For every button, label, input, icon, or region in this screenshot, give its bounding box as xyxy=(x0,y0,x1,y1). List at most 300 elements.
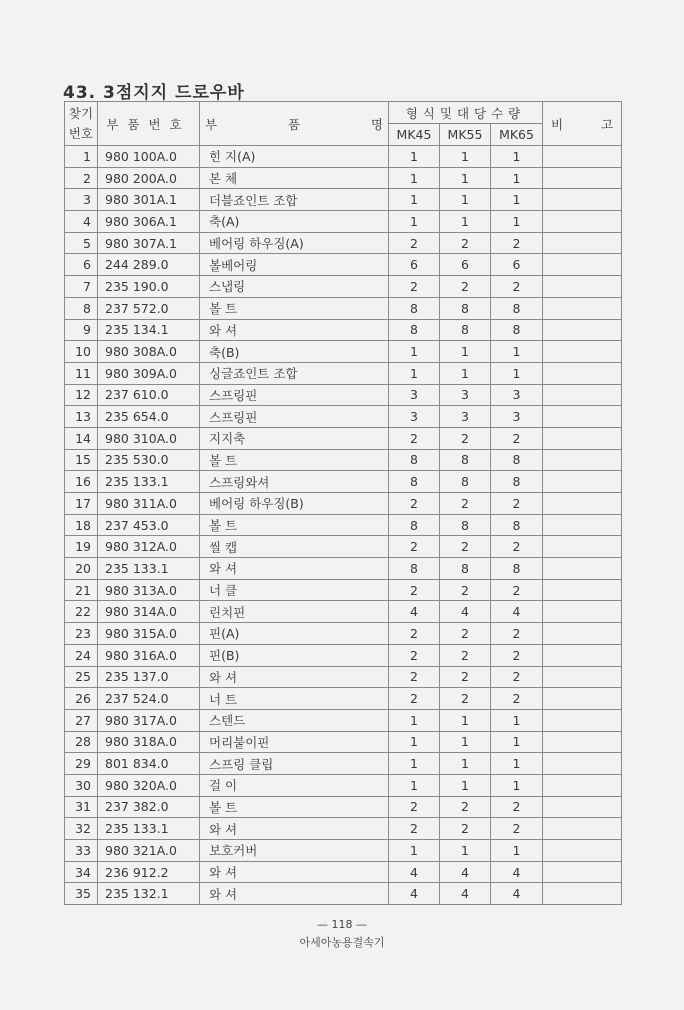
cell-part-no: 237 572.0 xyxy=(98,297,200,319)
cell-part-name: 보호커버 xyxy=(200,840,389,862)
table-row xyxy=(65,883,622,905)
table-row xyxy=(65,427,622,449)
cell-qty-mk55: 1 xyxy=(440,167,491,189)
table-row xyxy=(65,774,622,796)
cell-qty-mk55: 8 xyxy=(440,558,491,580)
header-find-no-line2: 번호 xyxy=(68,125,94,141)
table-row xyxy=(65,644,622,666)
cell-note xyxy=(543,297,622,319)
cell-find-no: 4 xyxy=(65,211,98,233)
cell-qty-mk45: 2 xyxy=(389,232,440,254)
cell-qty-mk55: 1 xyxy=(440,753,491,775)
cell-part-name: 베어링 하우징(A) xyxy=(200,232,389,254)
cell-part-name: 핀(B) xyxy=(200,644,389,666)
cell-qty-mk55: 8 xyxy=(440,471,491,493)
cell-qty-mk45: 6 xyxy=(389,254,440,276)
cell-qty-mk65: 8 xyxy=(491,558,543,580)
cell-part-name: 스프링핀 xyxy=(200,384,389,406)
cell-find-no: 32 xyxy=(65,818,98,840)
header-part-no: 부품번호 xyxy=(98,102,200,146)
cell-qty-mk45: 1 xyxy=(389,341,440,363)
cell-part-name: 너 트 xyxy=(200,688,389,710)
cell-note xyxy=(543,384,622,406)
cell-find-no: 20 xyxy=(65,558,98,580)
cell-note xyxy=(543,688,622,710)
cell-part-name: 와 셔 xyxy=(200,861,389,883)
parts-table xyxy=(64,101,622,905)
cell-qty-mk55: 2 xyxy=(440,818,491,840)
cell-qty-mk65: 2 xyxy=(491,579,543,601)
cell-find-no: 9 xyxy=(65,319,98,341)
cell-qty-mk45: 3 xyxy=(389,384,440,406)
cell-part-no: 235 654.0 xyxy=(98,406,200,428)
cell-qty-mk55: 2 xyxy=(440,644,491,666)
table-row xyxy=(65,362,622,384)
cell-part-name: 스프링 클립 xyxy=(200,753,389,775)
cell-note xyxy=(543,254,622,276)
cell-qty-mk65: 4 xyxy=(491,861,543,883)
table-row xyxy=(65,297,622,319)
cell-qty-mk55: 1 xyxy=(440,189,491,211)
table-row xyxy=(65,232,622,254)
cell-part-name: 축(A) xyxy=(200,211,389,233)
cell-note xyxy=(543,666,622,688)
table-row xyxy=(65,319,622,341)
cell-qty-mk65: 1 xyxy=(491,189,543,211)
cell-note xyxy=(543,514,622,536)
cell-part-no: 235 530.0 xyxy=(98,449,200,471)
cell-part-name: 걸 이 xyxy=(200,774,389,796)
cell-part-no: 980 313A.0 xyxy=(98,579,200,601)
cell-find-no: 30 xyxy=(65,774,98,796)
cell-part-no: 236 912.2 xyxy=(98,861,200,883)
cell-qty-mk55: 8 xyxy=(440,297,491,319)
cell-qty-mk45: 1 xyxy=(389,211,440,233)
cell-find-no: 23 xyxy=(65,623,98,645)
cell-find-no: 22 xyxy=(65,601,98,623)
cell-qty-mk55: 2 xyxy=(440,796,491,818)
cell-qty-mk65: 1 xyxy=(491,840,543,862)
cell-qty-mk65: 1 xyxy=(491,362,543,384)
header-part-name-3: 명 xyxy=(370,116,383,132)
cell-note xyxy=(543,861,622,883)
cell-find-no: 19 xyxy=(65,536,98,558)
table-row xyxy=(65,189,622,211)
cell-qty-mk55: 1 xyxy=(440,362,491,384)
table-header xyxy=(65,102,622,146)
cell-qty-mk65: 2 xyxy=(491,427,543,449)
cell-note xyxy=(543,362,622,384)
cell-qty-mk45: 1 xyxy=(389,753,440,775)
cell-part-name: 볼 트 xyxy=(200,514,389,536)
table-row xyxy=(65,341,622,363)
cell-part-name: 볼 트 xyxy=(200,449,389,471)
cell-part-no: 237 382.0 xyxy=(98,796,200,818)
cell-qty-mk55: 1 xyxy=(440,341,491,363)
cell-note xyxy=(543,644,622,666)
cell-qty-mk45: 2 xyxy=(389,666,440,688)
cell-qty-mk45: 2 xyxy=(389,818,440,840)
cell-qty-mk45: 1 xyxy=(389,774,440,796)
cell-find-no: 24 xyxy=(65,644,98,666)
cell-part-no: 980 320A.0 xyxy=(98,774,200,796)
cell-qty-mk65: 4 xyxy=(491,601,543,623)
cell-find-no: 17 xyxy=(65,493,98,515)
cell-qty-mk45: 8 xyxy=(389,449,440,471)
cell-part-name: 씰 캡 xyxy=(200,536,389,558)
cell-find-no: 3 xyxy=(65,189,98,211)
cell-qty-mk55: 2 xyxy=(440,232,491,254)
cell-find-no: 11 xyxy=(65,362,98,384)
cell-note xyxy=(543,319,622,341)
cell-qty-mk55: 2 xyxy=(440,276,491,298)
cell-qty-mk55: 2 xyxy=(440,493,491,515)
cell-note xyxy=(543,731,622,753)
cell-qty-mk65: 2 xyxy=(491,536,543,558)
cell-qty-mk55: 2 xyxy=(440,427,491,449)
cell-qty-mk45: 1 xyxy=(389,709,440,731)
cell-qty-mk55: 8 xyxy=(440,514,491,536)
cell-part-no: 980 309A.0 xyxy=(98,362,200,384)
cell-find-no: 25 xyxy=(65,666,98,688)
cell-qty-mk55: 6 xyxy=(440,254,491,276)
cell-note xyxy=(543,883,622,905)
cell-note xyxy=(543,427,622,449)
footer-company: 아세아농용결속기 xyxy=(299,936,385,949)
table-row xyxy=(65,731,622,753)
table-row xyxy=(65,753,622,775)
header-model-mk55: MK55 xyxy=(440,124,491,146)
cell-qty-mk65: 1 xyxy=(491,146,543,168)
table-row xyxy=(65,514,622,536)
cell-qty-mk55: 1 xyxy=(440,774,491,796)
cell-qty-mk45: 2 xyxy=(389,493,440,515)
cell-find-no: 6 xyxy=(65,254,98,276)
cell-note xyxy=(543,840,622,862)
cell-qty-mk65: 2 xyxy=(491,666,543,688)
cell-qty-mk65: 6 xyxy=(491,254,543,276)
cell-qty-mk45: 2 xyxy=(389,536,440,558)
cell-qty-mk65: 3 xyxy=(491,406,543,428)
cell-note xyxy=(543,276,622,298)
cell-qty-mk55: 4 xyxy=(440,861,491,883)
cell-qty-mk45: 1 xyxy=(389,362,440,384)
table-row xyxy=(65,666,622,688)
cell-part-name: 더블죠인트 조합 xyxy=(200,189,389,211)
cell-part-no: 235 134.1 xyxy=(98,319,200,341)
cell-part-no: 235 133.1 xyxy=(98,558,200,580)
cell-part-name: 와 셔 xyxy=(200,666,389,688)
cell-qty-mk55: 1 xyxy=(440,146,491,168)
cell-qty-mk55: 2 xyxy=(440,536,491,558)
cell-part-no: 980 200A.0 xyxy=(98,167,200,189)
cell-qty-mk55: 2 xyxy=(440,623,491,645)
cell-note xyxy=(543,796,622,818)
cell-qty-mk55: 2 xyxy=(440,579,491,601)
cell-qty-mk45: 2 xyxy=(389,579,440,601)
table-row xyxy=(65,558,622,580)
cell-part-name: 스냅링 xyxy=(200,276,389,298)
cell-part-no: 980 308A.0 xyxy=(98,341,200,363)
cell-note xyxy=(543,146,622,168)
cell-part-no: 980 316A.0 xyxy=(98,644,200,666)
table-row xyxy=(65,211,622,233)
header-part-name xyxy=(200,102,389,146)
table-row xyxy=(65,818,622,840)
cell-find-no: 7 xyxy=(65,276,98,298)
cell-part-no: 980 310A.0 xyxy=(98,427,200,449)
table-row xyxy=(65,471,622,493)
cell-note xyxy=(543,558,622,580)
cell-part-name: 린치핀 xyxy=(200,601,389,623)
cell-part-no: 980 306A.1 xyxy=(98,211,200,233)
table-row xyxy=(65,601,622,623)
cell-qty-mk65: 1 xyxy=(491,341,543,363)
cell-qty-mk45: 3 xyxy=(389,406,440,428)
table-row xyxy=(65,861,622,883)
cell-qty-mk65: 2 xyxy=(491,493,543,515)
header-model-qty: 형식및대당수량 xyxy=(389,102,543,124)
cell-qty-mk65: 8 xyxy=(491,319,543,341)
cell-find-no: 5 xyxy=(65,232,98,254)
cell-note xyxy=(543,211,622,233)
cell-qty-mk65: 4 xyxy=(491,883,543,905)
cell-qty-mk65: 2 xyxy=(491,796,543,818)
table-row xyxy=(65,536,622,558)
cell-qty-mk65: 2 xyxy=(491,644,543,666)
table-row xyxy=(65,709,622,731)
cell-qty-mk65: 8 xyxy=(491,449,543,471)
cell-part-no: 980 318A.0 xyxy=(98,731,200,753)
cell-qty-mk65: 1 xyxy=(491,709,543,731)
header-model-mk45: MK45 xyxy=(389,124,440,146)
cell-part-no: 980 301A.1 xyxy=(98,189,200,211)
cell-qty-mk65: 8 xyxy=(491,297,543,319)
cell-part-no: 980 315A.0 xyxy=(98,623,200,645)
cell-qty-mk45: 1 xyxy=(389,840,440,862)
cell-part-no: 244 289.0 xyxy=(98,254,200,276)
cell-note xyxy=(543,449,622,471)
cell-qty-mk55: 3 xyxy=(440,406,491,428)
cell-part-name: 축(B) xyxy=(200,341,389,363)
cell-find-no: 31 xyxy=(65,796,98,818)
cell-qty-mk45: 2 xyxy=(389,623,440,645)
cell-part-name: 볼 트 xyxy=(200,297,389,319)
cell-note xyxy=(543,709,622,731)
cell-part-no: 235 133.1 xyxy=(98,818,200,840)
cell-qty-mk45: 1 xyxy=(389,189,440,211)
cell-qty-mk45: 8 xyxy=(389,558,440,580)
cell-part-name: 핀(A) xyxy=(200,623,389,645)
header-find-no-line1: 찾기 xyxy=(68,105,94,121)
cell-qty-mk55: 2 xyxy=(440,666,491,688)
cell-qty-mk55: 4 xyxy=(440,601,491,623)
cell-part-no: 980 314A.0 xyxy=(98,601,200,623)
cell-note xyxy=(543,189,622,211)
cell-qty-mk65: 2 xyxy=(491,688,543,710)
cell-find-no: 35 xyxy=(65,883,98,905)
cell-find-no: 15 xyxy=(65,449,98,471)
cell-qty-mk45: 4 xyxy=(389,601,440,623)
cell-qty-mk45: 4 xyxy=(389,861,440,883)
cell-find-no: 8 xyxy=(65,297,98,319)
cell-note xyxy=(543,774,622,796)
table-row xyxy=(65,796,622,818)
cell-part-name: 싱글죠인트 조합 xyxy=(200,362,389,384)
cell-qty-mk65: 2 xyxy=(491,276,543,298)
cell-note xyxy=(543,341,622,363)
cell-part-name: 와 셔 xyxy=(200,818,389,840)
cell-qty-mk45: 2 xyxy=(389,644,440,666)
cell-note xyxy=(543,232,622,254)
cell-find-no: 13 xyxy=(65,406,98,428)
table-row xyxy=(65,688,622,710)
cell-part-name: 볼 트 xyxy=(200,796,389,818)
cell-part-name: 와 셔 xyxy=(200,319,389,341)
cell-part-name: 스텐드 xyxy=(200,709,389,731)
cell-part-no: 801 834.0 xyxy=(98,753,200,775)
cell-qty-mk45: 2 xyxy=(389,276,440,298)
cell-qty-mk65: 2 xyxy=(491,232,543,254)
cell-qty-mk45: 1 xyxy=(389,167,440,189)
cell-qty-mk45: 1 xyxy=(389,146,440,168)
cell-qty-mk55: 8 xyxy=(440,449,491,471)
cell-qty-mk65: 1 xyxy=(491,774,543,796)
cell-part-name: 스프링핀 xyxy=(200,406,389,428)
cell-qty-mk55: 1 xyxy=(440,731,491,753)
table-row xyxy=(65,493,622,515)
cell-qty-mk55: 3 xyxy=(440,384,491,406)
table-row xyxy=(65,840,622,862)
cell-qty-mk65: 1 xyxy=(491,211,543,233)
cell-note xyxy=(543,536,622,558)
table-row xyxy=(65,579,622,601)
cell-qty-mk65: 3 xyxy=(491,384,543,406)
cell-part-no: 237 610.0 xyxy=(98,384,200,406)
cell-qty-mk45: 1 xyxy=(389,731,440,753)
cell-part-name: 지지축 xyxy=(200,427,389,449)
cell-find-no: 14 xyxy=(65,427,98,449)
cell-part-name: 너 클 xyxy=(200,579,389,601)
cell-find-no: 10 xyxy=(65,341,98,363)
table-row xyxy=(65,449,622,471)
cell-qty-mk45: 4 xyxy=(389,883,440,905)
header-note-2: 고 xyxy=(600,116,614,132)
header-model-mk65: MK65 xyxy=(491,124,543,146)
cell-qty-mk65: 1 xyxy=(491,167,543,189)
table-row xyxy=(65,146,622,168)
header-find-no xyxy=(65,102,98,146)
cell-part-name: 스프링와셔 xyxy=(200,471,389,493)
cell-part-no: 980 100A.0 xyxy=(98,146,200,168)
cell-find-no: 26 xyxy=(65,688,98,710)
cell-find-no: 16 xyxy=(65,471,98,493)
cell-qty-mk45: 8 xyxy=(389,514,440,536)
page-title: 43. 3점지지 드로우바 xyxy=(63,83,245,103)
cell-qty-mk55: 1 xyxy=(440,709,491,731)
cell-qty-mk45: 2 xyxy=(389,796,440,818)
table-row xyxy=(65,254,622,276)
cell-note xyxy=(543,818,622,840)
cell-qty-mk65: 8 xyxy=(491,471,543,493)
cell-part-no: 237 453.0 xyxy=(98,514,200,536)
cell-qty-mk45: 2 xyxy=(389,427,440,449)
header-note xyxy=(543,102,622,146)
cell-qty-mk45: 8 xyxy=(389,471,440,493)
cell-qty-mk65: 2 xyxy=(491,623,543,645)
cell-part-no: 980 307A.1 xyxy=(98,232,200,254)
cell-find-no: 27 xyxy=(65,709,98,731)
cell-part-name: 머리붙이핀 xyxy=(200,731,389,753)
cell-find-no: 34 xyxy=(65,861,98,883)
cell-qty-mk55: 8 xyxy=(440,319,491,341)
cell-note xyxy=(543,471,622,493)
cell-find-no: 18 xyxy=(65,514,98,536)
cell-part-no: 237 524.0 xyxy=(98,688,200,710)
table-row xyxy=(65,276,622,298)
cell-find-no: 33 xyxy=(65,840,98,862)
table-body xyxy=(65,146,622,905)
cell-note xyxy=(543,579,622,601)
cell-part-no: 235 132.1 xyxy=(98,883,200,905)
cell-part-no: 980 311A.0 xyxy=(98,493,200,515)
cell-find-no: 28 xyxy=(65,731,98,753)
cell-note xyxy=(543,601,622,623)
cell-qty-mk55: 1 xyxy=(440,211,491,233)
cell-note xyxy=(543,493,622,515)
cell-part-name: 와 셔 xyxy=(200,883,389,905)
cell-part-no: 235 190.0 xyxy=(98,276,200,298)
cell-note xyxy=(543,406,622,428)
cell-part-no: 235 133.1 xyxy=(98,471,200,493)
cell-find-no: 2 xyxy=(65,167,98,189)
cell-part-name: 베어링 하우징(B) xyxy=(200,493,389,515)
cell-part-name: 와 셔 xyxy=(200,558,389,580)
cell-qty-mk55: 1 xyxy=(440,840,491,862)
header-part-name-2: 품 xyxy=(288,116,301,132)
cell-part-no: 235 137.0 xyxy=(98,666,200,688)
cell-find-no: 12 xyxy=(65,384,98,406)
cell-part-name: 본 체 xyxy=(200,167,389,189)
page-number: — 118 — xyxy=(317,918,367,931)
cell-part-name: 힌 지(A) xyxy=(200,146,389,168)
cell-qty-mk45: 8 xyxy=(389,319,440,341)
cell-qty-mk65: 2 xyxy=(491,818,543,840)
cell-find-no: 29 xyxy=(65,753,98,775)
table-row xyxy=(65,167,622,189)
cell-qty-mk65: 1 xyxy=(491,753,543,775)
cell-qty-mk65: 1 xyxy=(491,731,543,753)
cell-part-no: 980 312A.0 xyxy=(98,536,200,558)
cell-note xyxy=(543,753,622,775)
cell-qty-mk65: 8 xyxy=(491,514,543,536)
cell-qty-mk55: 4 xyxy=(440,883,491,905)
cell-part-no: 980 317A.0 xyxy=(98,709,200,731)
cell-find-no: 21 xyxy=(65,579,98,601)
cell-qty-mk45: 2 xyxy=(389,688,440,710)
header-note-1: 비 xyxy=(551,116,564,132)
header-part-name-1: 부 xyxy=(205,116,218,132)
cell-part-name: 볼베어링 xyxy=(200,254,389,276)
table-row xyxy=(65,406,622,428)
cell-find-no: 1 xyxy=(65,146,98,168)
cell-qty-mk45: 8 xyxy=(389,297,440,319)
cell-part-no: 980 321A.0 xyxy=(98,840,200,862)
table-row xyxy=(65,384,622,406)
cell-note xyxy=(543,623,622,645)
table-row xyxy=(65,623,622,645)
cell-qty-mk55: 2 xyxy=(440,688,491,710)
